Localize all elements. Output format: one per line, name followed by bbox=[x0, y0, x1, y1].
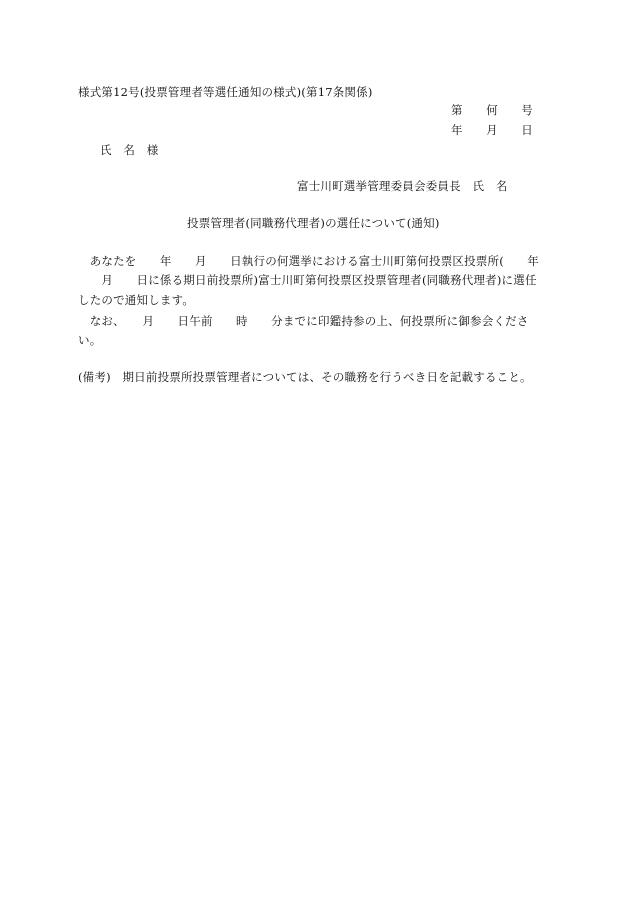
recipient-name: 氏 名 様 bbox=[100, 143, 159, 157]
form-number-title: 様式第12号(投票管理者等選任通知の様式)(第17条関係) bbox=[78, 85, 373, 99]
body-line-1: あなたを 年 月 日執行の何選挙における富士川町第何投票区投票所( 年 bbox=[78, 254, 539, 268]
remarks-note: (備考) 期日前投票所投票管理者については、その職務を行うべき日を記載すること。 bbox=[78, 370, 532, 384]
body-line-2: 月 日に係る期日前投票所)富士川町第何投票区投票管理者(同職務代理者)に選任 bbox=[78, 273, 537, 287]
document-number: 第 何 号 bbox=[451, 103, 533, 117]
body-line-3: したので通知します。 bbox=[78, 293, 195, 307]
body-line-4: なお、 月 日午前 時 分までに印鑑持参の上、何投票所に御参会くださ bbox=[78, 314, 529, 328]
document-date: 年 月 日 bbox=[451, 123, 533, 137]
subject-heading: 投票管理者(同職務代理者)の選任について(通知) bbox=[187, 216, 440, 230]
body-line-5: い。 bbox=[78, 333, 102, 347]
sender-name: 富士川町選挙管理委員会委員長 氏 名 bbox=[297, 179, 508, 193]
